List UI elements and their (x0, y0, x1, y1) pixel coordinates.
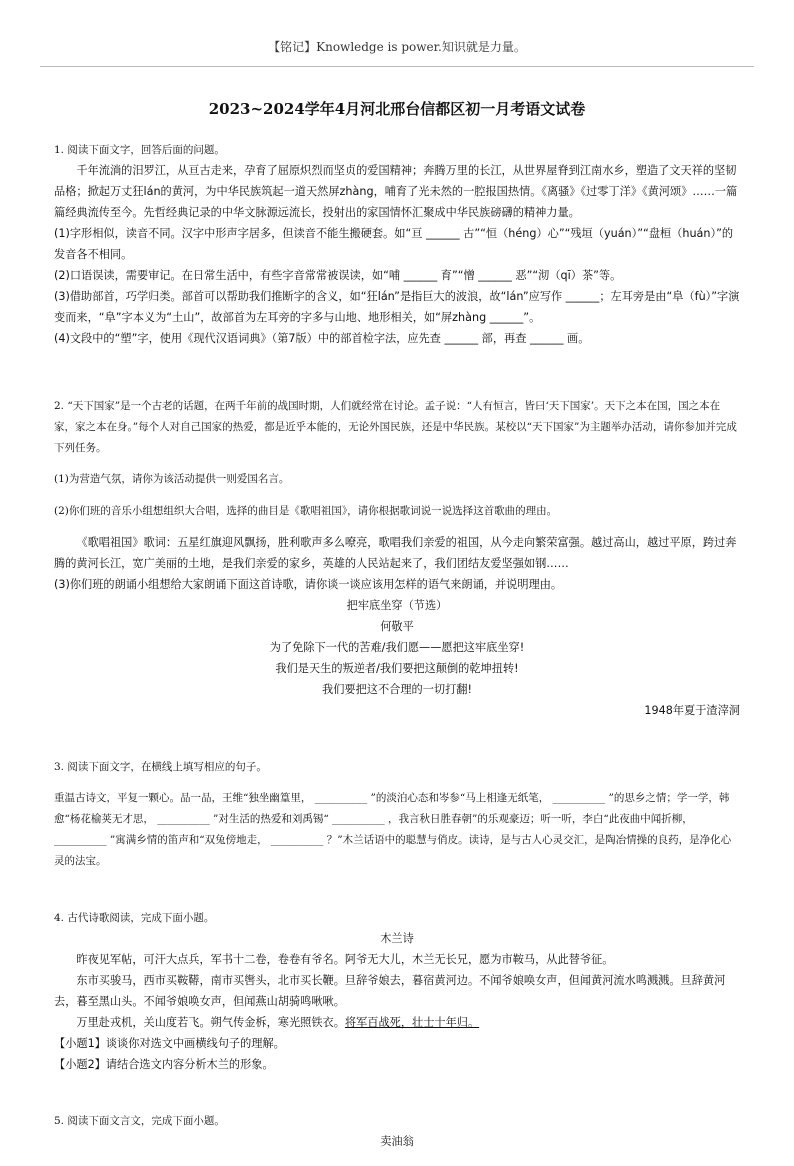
question-3-head: 3. 阅读下面文字，在横线上填写相应的句子。 (54, 761, 267, 773)
question-5 (54, 1111, 740, 1152)
sub-question-2: 【小题2】请结合选文内容分析木兰的形象。 (54, 1057, 274, 1071)
page-title: 2023~2024学年4月河北邢台信都区初一月考语文试卷 (208, 100, 586, 118)
question-2-sub-1: (1)为营造气氛，请你为该活动提供一则爱国名言。 (54, 473, 290, 485)
poem-author: 何敬平 (380, 620, 414, 633)
question-3-body: 重温古诗文，平复一颗心。品一品，王维“独坐幽篁里， __________ ”的淡泊心态和岑参“马上相逢无纸笔， __________ ”的思乡之情；学一学，韩愈“杨花榆荚无才思， __________ ”对生活的热爱和刘禹锡“ __________ ，我言秋日胜春朝”的乐观豪迈；听一听，李白“此夜曲中闻折柳， __________ ”寓满乡情的笛声和“双兔傍地走， __________ ？”木兰话语中的聪慧与俏皮。读诗，是与古人心灵交汇，是陶冶情操的良药，是净化心灵的法宝。 (54, 791, 732, 867)
question-3 (54, 757, 740, 872)
question-1-sub-2: (2)口语误读，需要审记。在日常生活中，有些字音常常被误读，如“哺 ______ 育”“憎 ______ 恶”“沏（qī）茶”等。 (54, 269, 622, 282)
page-header-note: 【铭记】Knowledge is power.知识就是力量。 (268, 40, 526, 54)
poem-paragraph-1: 昨夜见军帖，可汗大点兵，军书十二卷，卷卷有爷名。阿爷无大儿，木兰无长兄，愿为市鞍马，从此替爷征。 (76, 952, 614, 966)
sub-question-1: 【小题1】谈谈你对选文中画横线句子的理解。 (54, 1036, 285, 1050)
question-4-head: 4. 古代诗歌阅读，完成下面小题。 (54, 911, 215, 924)
header-divider (40, 66, 754, 67)
question-1-sub-4: (4)文段中的“塑”字，使用《现代汉语词典》（第7版）中的部首检字法，应先查 ______ 部，再查 ______ 画。 (54, 332, 590, 345)
question-1-passage: 千年流淌的汨罗江，从亘古走来，孕育了屈原炽烈而坚贞的爱国精神；奔腾万里的长江，从世界屋脊到江南水乡，塑造了文天祥的坚韧品格；掀起万丈狂lán的黄河，为中华民族筑起一道天然屏zhàng，哺育了光未然的一腔报国热情。《离骚》《过零丁洋》《黄河颂》……一篇篇经典流传至今。先哲经典记录的中华文脉源远流长，投射出的家国情怀汇聚成中华民族磅礴的精神力量。 (54, 164, 738, 219)
question-4 (54, 908, 740, 1075)
poem-text: 万里赴戎机，关山度若飞。朔气传金柝，寒光照铁衣。 (76, 1015, 345, 1029)
text-title: 卖油翁 (380, 1134, 414, 1148)
question-2 (54, 396, 740, 722)
question-1 (54, 140, 740, 349)
question-1-sub-1: (1)字形相似，读音不同。汉字中形声字居多，但读音不能生搬硬套。如“亘 ______ 古”“恒（héng）心”“残垣（yuán）”“盘桓（huán）”的发音各不相同。 (54, 227, 734, 261)
poem-paragraph-2: 东市买骏马，西市买鞍鞯，南市买辔头，北市买长鞭。旦辞爷娘去，暮宿黄河边。不闻爷娘唤女声，但闻黄河流水鸣溅溅。旦辞黄河去，暮至黑山头。不闻爷娘唤女声，但闻燕山胡骑鸣啾啾。 (54, 973, 726, 1008)
question-1-sub-3: (3)借助部首，巧学归类。部首可以帮助我们推断字的含义，如“狂lán”是指巨大的波浪，故“lán”应写作 ______；左耳旁是由“阜（fù）”字演变而来，“阜”字本义为“土山”，故部首为左耳旁的字多与山地、地形相关，如“屏zhàng ______”。 (54, 290, 740, 324)
question-2-lyrics: 《歌唱祖国》歌词：五星红旗迎风飘扬，胜利歌声多么嘹亮，歌唱我们亲爱的祖国，从今走向繁荣富强。越过高山，越过平原，跨过奔腾的黄河长江，宽广美丽的土地，是我们亲爱的家乡，英雄的人民站起来了，我们团结友爱坚强如钢…… (54, 536, 737, 570)
poem-line: 我们是天生的叛逆者/我们要把这颠倒的乾坤扭转! (275, 662, 519, 675)
poem-line: 我们要把这不合理的一切打翻! (322, 683, 472, 696)
underlined-sentence: 将军百战死，壮士十年归。 (344, 1015, 480, 1029)
question-2-sub-2: (2)你们班的音乐小组想组织大合唱，选择的曲目是《歌唱祖国》，请你根据歌词说一说选择这首歌曲的理由。 (54, 504, 558, 517)
poem-title: 把牢底坐穿（节选） (346, 599, 448, 612)
poem-date: 1948年夏于渣滓洞 (644, 704, 740, 717)
poem-title: 木兰诗 (380, 931, 414, 945)
question-1-head: 1. 阅读下面文字，回答后面的问题。 (54, 144, 225, 156)
question-2-sub-3: (3)你们班的朗诵小组想给大家朗诵下面这首诗歌，请你谈一谈应该用怎样的语气来朗诵，并说明理由。 (54, 578, 563, 591)
poem-line: 为了免除下一代的苦难/我们愿——愿把这牢底坐穿! (269, 641, 525, 654)
document-body (54, 140, 740, 1166)
question-5-head: 5. 阅读下面文言文，完成下面小题。 (54, 1114, 225, 1127)
poem-paragraph-3 (54, 1012, 740, 1033)
question-2-head: 2. “天下国家”是一个古老的话题，在两千年前的战国时期，人们就经常在讨论。孟子说：“人有恒言，皆曰‘天下国家’。天下之本在国，国之本在家，家之本在身。”每个人对自己国家的热爱，都是近乎本能的，无论外国民族，还是中华民族。某校以“天下国家”为主题举办活动，请你参加并完成下列任务。 (54, 399, 737, 454)
